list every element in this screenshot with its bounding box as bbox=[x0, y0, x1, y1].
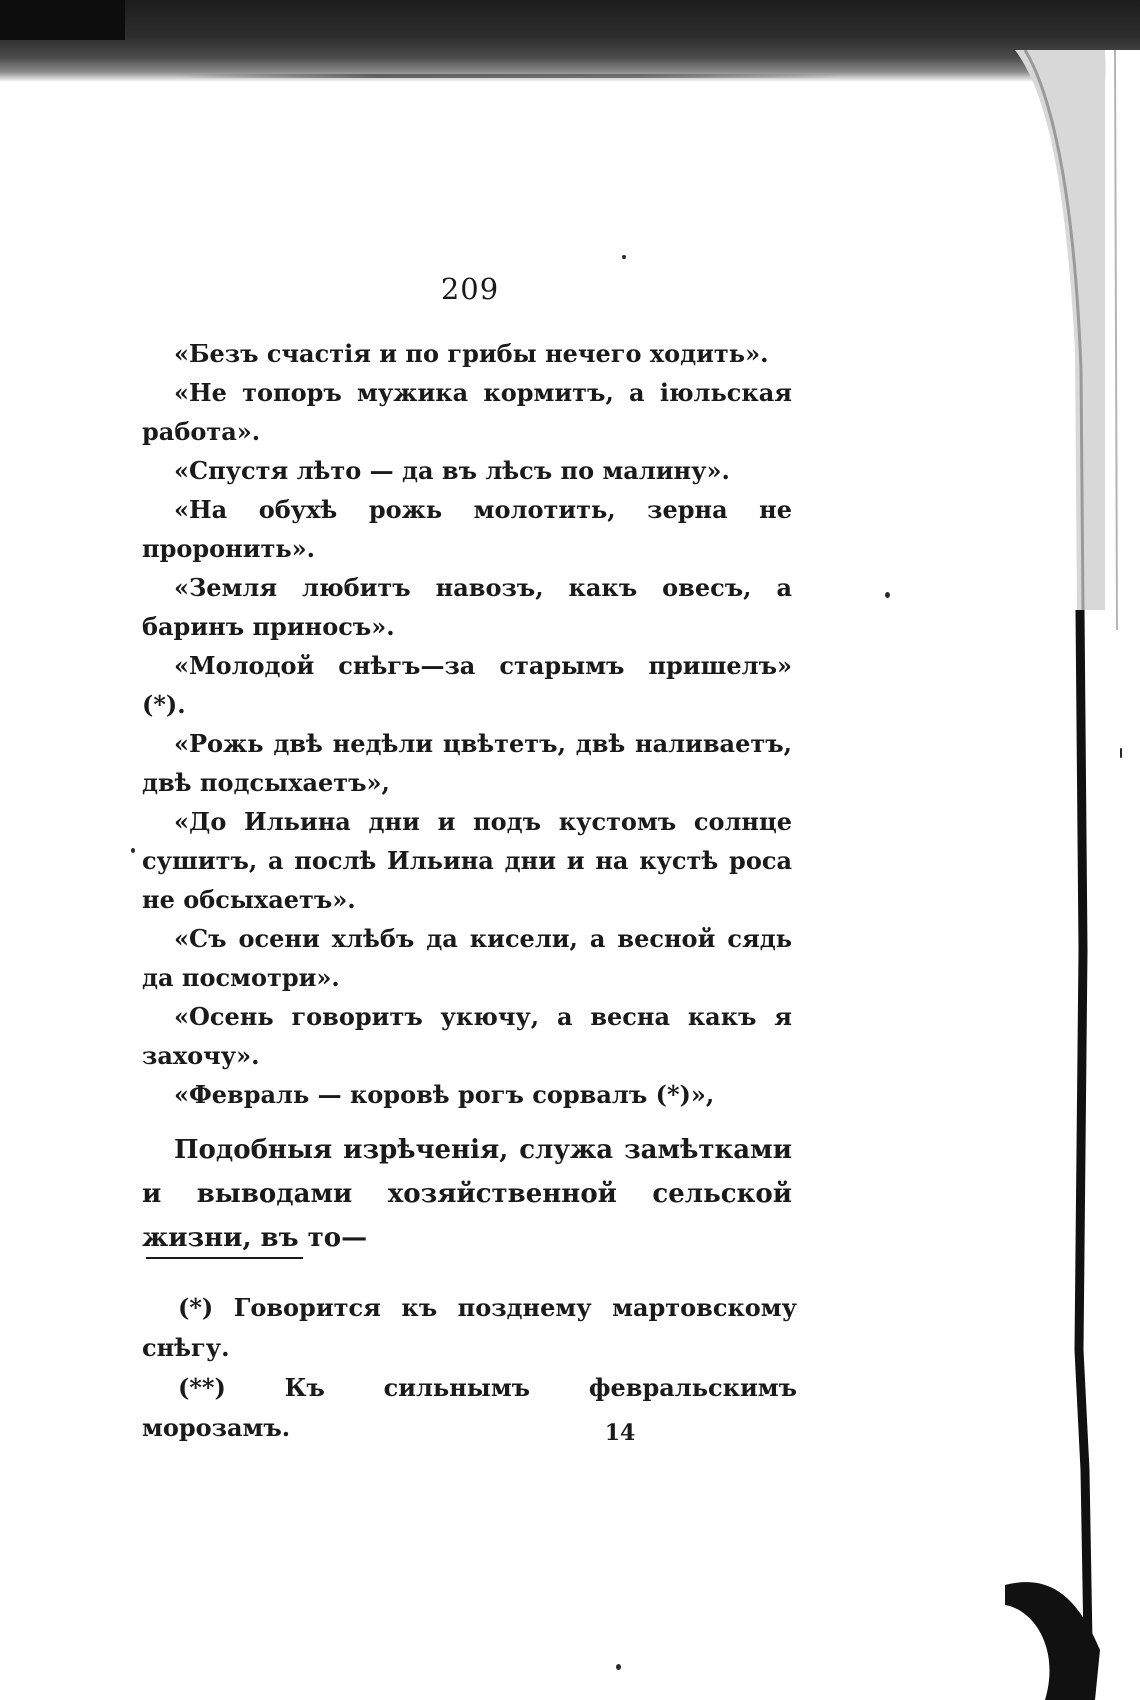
proverb-line: «Спустя лѣто — да въ лѣсъ по малину». bbox=[174, 456, 730, 485]
proverb-line: «Осень говоритъ укючу, а весна какъ я захочу». bbox=[142, 1002, 792, 1070]
scan-speck bbox=[616, 1664, 621, 1670]
proverb-line: «Февраль — коровѣ рогъ сорвалъ (*)», bbox=[174, 1080, 715, 1109]
footnote: (**) Къ сильнымъ февральскимъ морозамъ. bbox=[142, 1373, 797, 1442]
footnotes bbox=[142, 1288, 797, 1448]
proverb-line: «До Ильина дни и подъ кустомъ солнце сушитъ, а послѣ Ильина дни и на кустѣ роса не обсыхаетъ». bbox=[142, 807, 792, 914]
proverb-list bbox=[142, 334, 792, 1260]
body-paragraph: Подобныя изрѣченія, служа замѣтками и выводами хозяйственной сельской жизни, въ то— bbox=[142, 1135, 792, 1253]
proverb-line: «Безъ счастія и по грибы нечего ходить». bbox=[174, 339, 769, 368]
proverb-line: «Молодой снѣгъ—за старымъ пришелъ» (*). bbox=[142, 651, 792, 719]
scan-speck bbox=[1120, 748, 1122, 758]
footnote-divider bbox=[146, 1257, 303, 1259]
proverb-line: «Рожь двѣ недѣли цвѣтетъ, двѣ наливаетъ, двѣ подсыхаетъ», bbox=[142, 729, 792, 797]
proverb-line: «Не топоръ мужика кормитъ, а іюльская работа». bbox=[142, 378, 792, 446]
proverb-line: «На обухѣ рожь молотить, зерна не проронить». bbox=[142, 495, 792, 563]
proverb-line: «Съ осени хлѣбъ да кисели, а весной сядь да посмотри». bbox=[142, 924, 792, 992]
signature-mark: 14 bbox=[604, 1420, 636, 1446]
proverb-line: «Земля любитъ навозъ, какъ овесъ, а баринъ приносъ». bbox=[142, 573, 792, 641]
scan-speck bbox=[131, 848, 135, 853]
page-number: 209 bbox=[440, 272, 500, 306]
scan-speck bbox=[622, 255, 626, 259]
footnote: (*) Говорится къ позднему мартовскому снѣгу. bbox=[142, 1293, 797, 1362]
scan-speck bbox=[885, 592, 890, 598]
